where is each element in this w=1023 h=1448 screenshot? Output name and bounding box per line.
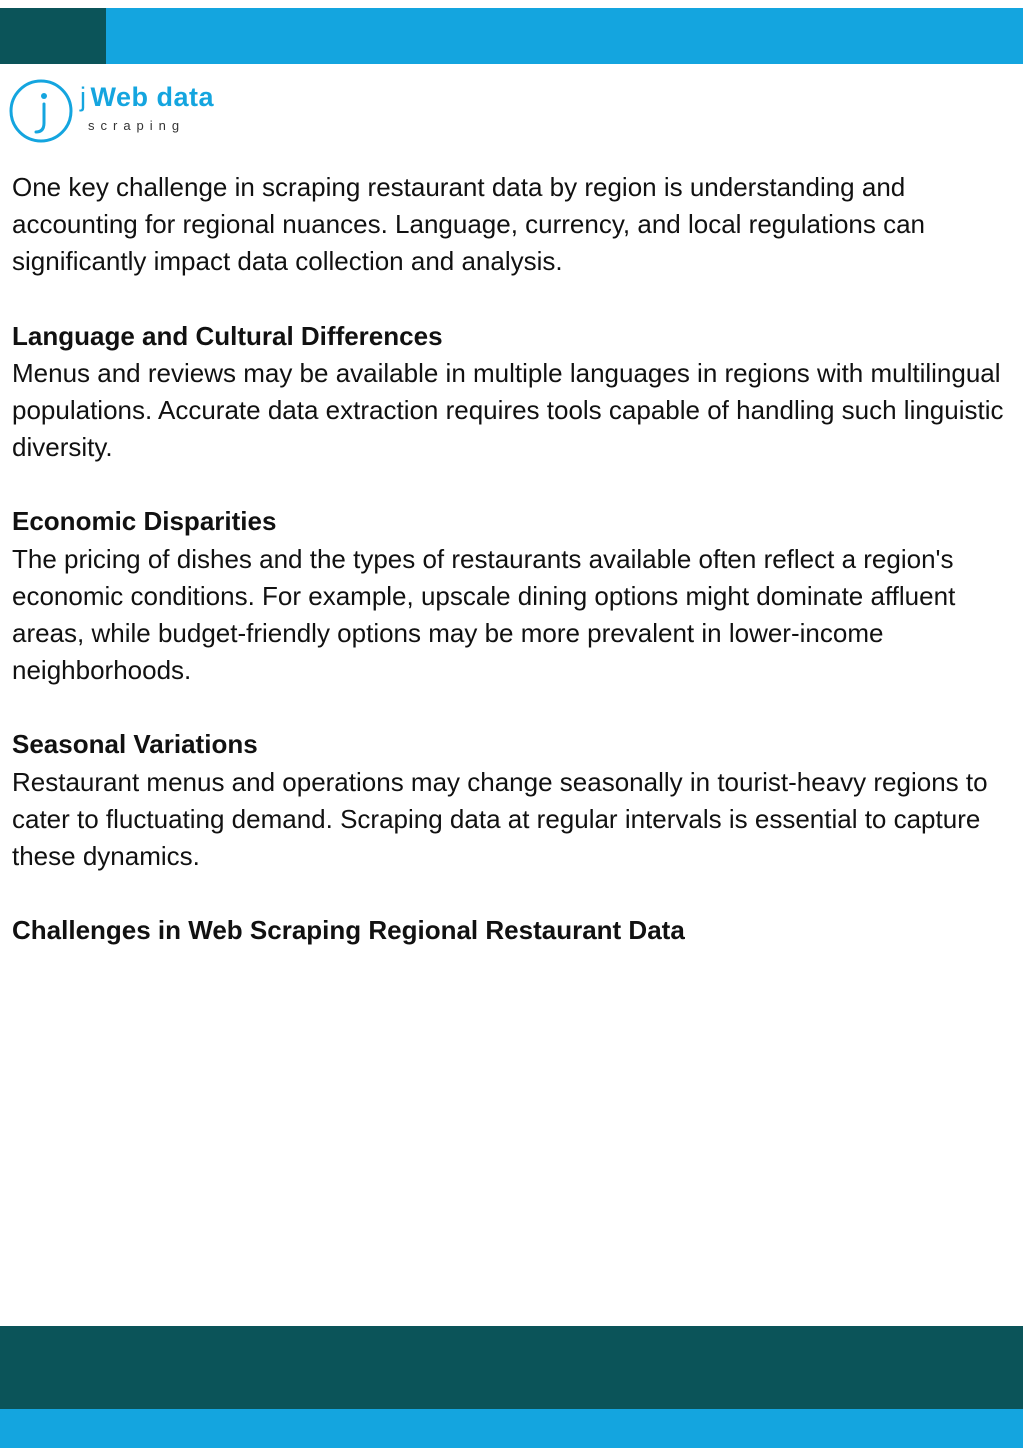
company-logo	[8, 76, 238, 146]
section-body: The pricing of dishes and the types of restaurants available often reflect a region's economic conditions. For example, upscale dining options might dominate affluent areas, while budget-friendly options may be more prevalent in lower-income neighborhoods.	[12, 543, 956, 686]
footer-band-accent	[0, 1409, 1023, 1448]
section-body: Restaurant menus and operations may change seasonally in tourist-heavy regions to cater to fluctuating demand. Scraping data at regular intervals is essential to capture these dynamics.	[12, 766, 988, 872]
section-economic	[12, 503, 1012, 689]
section-heading: Language and Cultural Differences	[12, 320, 443, 351]
logo-wordmark	[80, 82, 214, 113]
footer-band	[0, 1326, 1023, 1409]
section-heading: Economic Disparities	[12, 506, 277, 537]
header-band	[0, 8, 1023, 64]
section-heading: Seasonal Variations	[12, 729, 258, 760]
section-body: Menus and reviews may be available in multiple languages in regions with multilingual populations. Accurate data extraction requires tools capable of handling such linguistic diversity.	[12, 357, 1004, 463]
logo-initial: j	[80, 82, 87, 112]
closing-section	[12, 912, 1012, 949]
logo-name: Web data	[90, 82, 215, 112]
section-language	[12, 318, 1012, 467]
section-seasonal	[12, 726, 1012, 875]
article-body	[12, 169, 1012, 949]
intro-paragraph: One key challenge in scraping restaurant data by region is understanding and accounting for regional nuances. Language, currency, and local regulations can significantly impact data collection and analysis.	[12, 172, 926, 277]
closing-heading: Challenges in Web Scraping Regional Restaurant Data	[12, 915, 685, 946]
header-band-accent	[0, 8, 106, 64]
logo-circle-icon	[8, 76, 78, 146]
logo-tagline: scraping	[88, 118, 186, 133]
